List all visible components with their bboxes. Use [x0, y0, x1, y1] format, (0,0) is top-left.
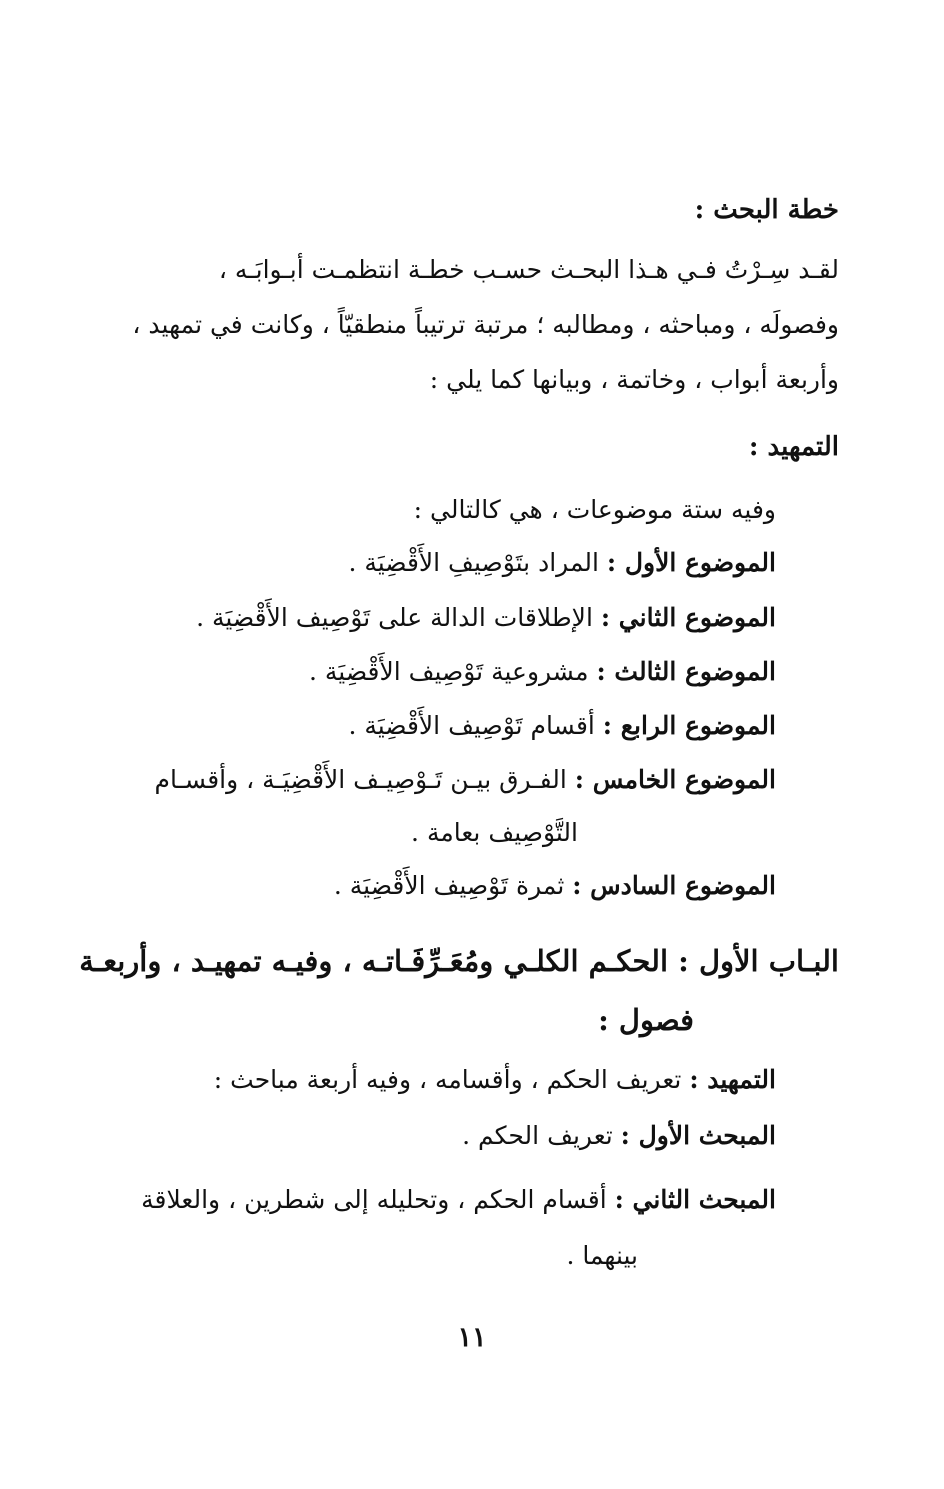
topic-text: ثمرة تَوْصِيف الأَقْضِيَة . — [333, 871, 565, 900]
tamheed-intro: وفيه ستة موضوعات ، هي كالتالي : — [413, 495, 776, 524]
tamheed-heading: التمهيد : — [748, 432, 839, 462]
topic-label: الموضوع الرابع : — [602, 711, 776, 740]
item-text: تعريف الحكم ، وأقسامه ، وفيه أربعة مباحث : — [213, 1065, 682, 1094]
intro-line-2: وفصولَه ، ومباحثه ، ومطالبه ؛ مرتبة ترتيباً منطقيّاً ، وكانت في تمهيد ، — [132, 310, 839, 339]
topic-text: الإطلاقات الدالة على تَوْصِيف الأَقْضِيَة . — [196, 603, 593, 632]
item-continuation: بينهما . — [566, 1241, 638, 1270]
topic-item — [309, 652, 776, 692]
chapter-title-continuation: فصول : — [598, 1003, 694, 1037]
topic-text: المراد بتَوْصِيفِ الأَقْضِيَة . — [348, 548, 599, 577]
item-text: تعريف الحكم . — [462, 1121, 613, 1150]
item-label: التمهيد : — [689, 1065, 776, 1094]
topic-item — [348, 543, 776, 583]
chapter-title: الحكـم الكلـي ومُعَـرِّفَـاتـه ، وفيـه تمهيـد ، وأربعـة — [79, 944, 669, 978]
item-label: المبحث الثاني : — [614, 1185, 776, 1214]
topic-label: الموضوع الثاني : — [600, 603, 776, 632]
plan-heading: خطة البحث : — [694, 195, 839, 225]
topic-item — [196, 598, 776, 638]
page-number: ١١ — [457, 1322, 487, 1353]
topic-continuation: التَّوْصِيف بعامة . — [411, 818, 578, 847]
topic-label: الموضوع الخامس : — [574, 765, 776, 794]
intro-line-3: وأربعة أبواب ، وخاتمة ، وبيانها كما يلي : — [429, 365, 839, 394]
topic-item — [154, 760, 776, 800]
topic-label: الموضوع الأول : — [606, 548, 776, 577]
intro-line-1: لقـد سِـرْتُ فـي هـذا البحـث حسـب خطـة انتظمـت أبـوابَـه ، — [218, 255, 839, 284]
topic-text: أقسام تَوْصِيف الأَقْضِيَة . — [348, 711, 595, 740]
topic-item — [348, 706, 776, 746]
chapter-item — [141, 1180, 776, 1220]
chapter-item — [462, 1116, 776, 1156]
chapter-item — [214, 1060, 776, 1100]
item-text: أقسام الحكم ، وتحليله إلى شطرين ، والعلاقة — [141, 1185, 607, 1214]
chapter-label: البـاب الأول : — [678, 944, 839, 978]
topic-label: الموضوع الثالث : — [596, 657, 776, 686]
topic-text: مشروعية تَوْصِيف الأَقْضِيَة . — [308, 657, 589, 686]
topic-item — [334, 866, 776, 906]
topic-label: الموضوع السادس : — [572, 871, 776, 900]
chapter-heading — [79, 938, 839, 984]
item-label: المبحث الأول : — [620, 1121, 776, 1150]
topic-text: الفـرق بيـن تَـوْصِيـف الأَقْضِيَـة ، وأقسـام — [154, 765, 567, 794]
